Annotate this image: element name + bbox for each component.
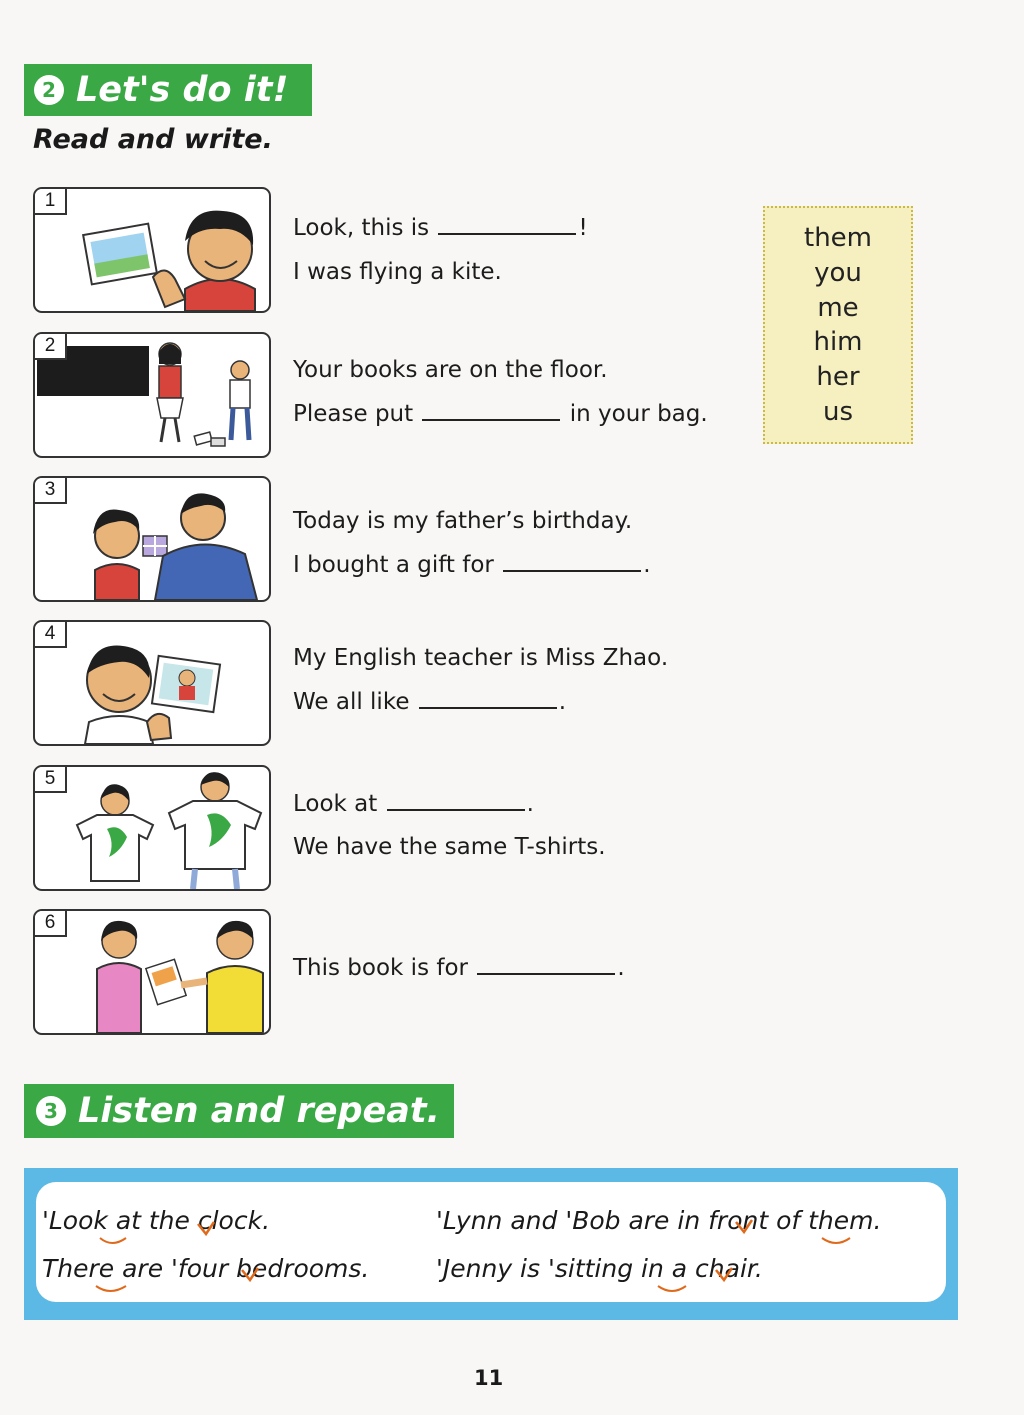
picture-panel-4: [33, 620, 271, 746]
exercise-6-line-1: This book is for .: [293, 955, 625, 981]
section-number-badge: 3: [36, 1096, 66, 1126]
exercise-3-line-2: I bought a gift for .: [293, 552, 651, 578]
exercise-5-line-2: We have the same T-shirts.: [293, 834, 606, 860]
section-title: Listen and repeat.: [78, 1091, 440, 1131]
picture-panel-5: [33, 765, 271, 891]
exercise-1-line-1: Look, this is !: [293, 215, 588, 241]
girl-and-boy-illustration: [35, 334, 269, 456]
picture-panel-6: [33, 909, 271, 1035]
panel-number: 2: [35, 334, 67, 360]
children-with-t-shirts-illustration: [35, 767, 269, 889]
link-arc: [658, 1286, 686, 1291]
panel-number: 4: [35, 622, 67, 648]
phrase-1: 'Look at the clock.: [42, 1206, 271, 1235]
boy-with-photo-illustration: [35, 189, 269, 311]
panel-number: 5: [35, 767, 67, 793]
link-arc: [100, 1238, 126, 1243]
exercise-4-line-2: We all like .: [293, 689, 567, 715]
panel-number: 1: [35, 189, 67, 215]
picture-panel-1: [33, 187, 271, 313]
panel-number: 6: [35, 911, 67, 937]
boy-giving-book-illustration: [35, 911, 269, 1033]
word-bank-item: them: [804, 222, 872, 253]
listen-repeat-frame: [24, 1168, 958, 1320]
word-bank-item: us: [822, 397, 854, 428]
answer-blank[interactable]: [387, 808, 525, 811]
answer-blank[interactable]: [503, 569, 641, 572]
exercise-2-line-2: Please put in your bag.: [293, 401, 708, 427]
phrase-2: 'Lynn and 'Bob are in front of them.: [436, 1206, 882, 1235]
answer-blank[interactable]: [438, 232, 576, 235]
exercise-2-line-1: Your books are on the floor.: [293, 357, 608, 383]
exercise-5-line-1: Look at .: [293, 791, 534, 817]
boy-with-teacher-photo-illustration: [35, 622, 269, 744]
listen-repeat-panel: [36, 1182, 946, 1302]
panel-number: 3: [35, 478, 67, 504]
instruction-text: Read and write.: [33, 124, 273, 155]
link-arc: [96, 1286, 126, 1291]
exercise-1-line-2: I was flying a kite.: [293, 259, 502, 285]
section-3-banner: [24, 1084, 454, 1138]
word-bank-item: you: [814, 257, 862, 288]
phrase-4: 'Jenny is 'sitting in a chair.: [436, 1254, 763, 1283]
answer-blank[interactable]: [419, 706, 557, 709]
exercise-3-line-1: Today is my father’s birthday.: [293, 508, 633, 534]
picture-panel-2: [33, 332, 271, 458]
girl-giving-gift-illustration: [35, 478, 269, 600]
section-title: Let's do it!: [76, 70, 289, 110]
answer-blank[interactable]: [477, 972, 615, 975]
word-bank-item: him: [813, 327, 863, 358]
word-bank-item: her: [816, 362, 860, 393]
link-arc: [822, 1238, 850, 1243]
phrase-3: There are 'four bedrooms.: [42, 1254, 370, 1283]
answer-blank[interactable]: [422, 418, 560, 421]
exercise-4-line-1: My English teacher is Miss Zhao.: [293, 645, 669, 671]
word-bank-item: me: [817, 292, 859, 323]
section-2-banner: [24, 64, 312, 116]
section-number-badge: 2: [34, 75, 64, 105]
page-number: 11: [474, 1366, 504, 1390]
word-bank-box: [763, 206, 913, 444]
picture-panel-3: [33, 476, 271, 602]
linking-marks: [36, 1182, 946, 1302]
